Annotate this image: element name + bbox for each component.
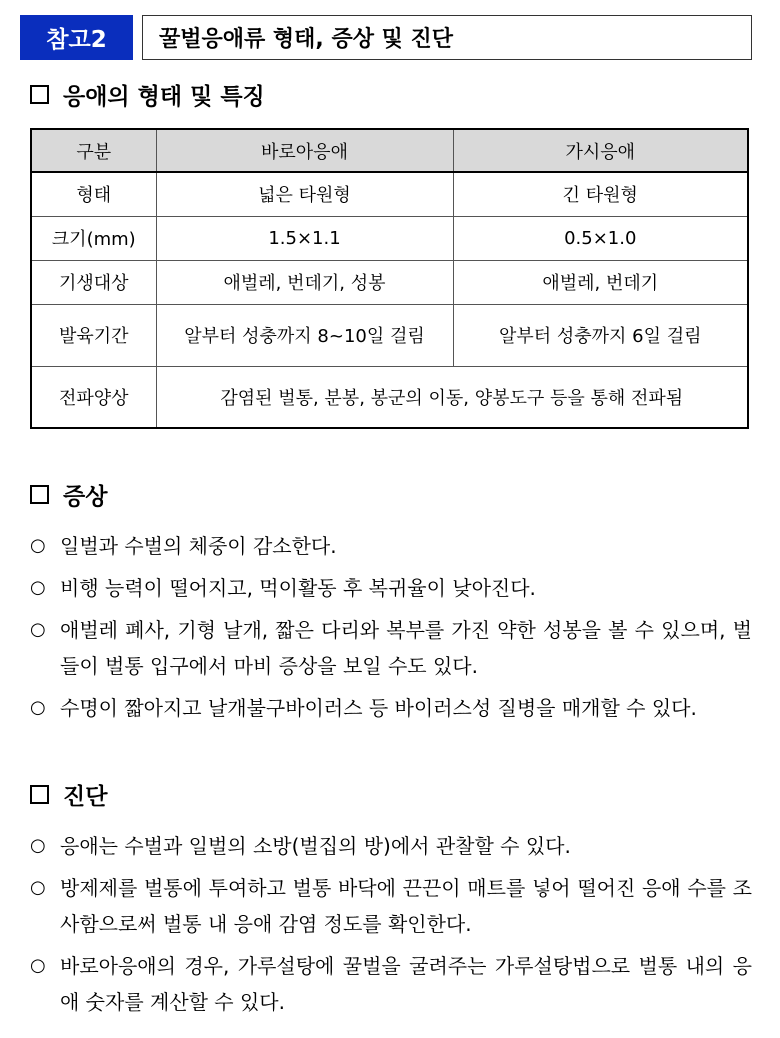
list-item	[30, 570, 752, 606]
row-label: 크기(mm)	[31, 216, 156, 260]
page-header	[20, 15, 752, 60]
table-header-row	[31, 129, 748, 172]
row-label: 발육기간	[31, 304, 156, 366]
table-cell: 애벌레, 번데기, 성봉	[156, 260, 453, 304]
table-cell: 1.5×1.1	[156, 216, 453, 260]
table-cell: 긴 타원형	[453, 172, 748, 216]
section-title: 응애의 형태 및 특징	[63, 84, 265, 110]
circle-bullet-icon: ○	[30, 697, 46, 718]
section-heading-symptoms	[30, 478, 107, 511]
table-cell: 감염된 벌통, 분봉, 봉군의 이동, 양봉도구 등을 통해 전파됨	[156, 366, 748, 428]
circle-bullet-icon: ○	[30, 535, 46, 556]
table-row	[31, 366, 748, 428]
list-item	[30, 948, 752, 1020]
list-item	[30, 690, 752, 726]
diagnosis-list	[30, 828, 752, 1026]
list-item-text: 바로아응애의 경우, 가루설탕에 꿀벌을 굴려주는 가루설탕법으로 벌통 내의 응애 숫자를 계산할 수 있다.	[60, 954, 752, 1014]
circle-bullet-icon: ○	[30, 835, 46, 856]
checkbox-square-icon	[30, 85, 49, 104]
list-item	[30, 870, 752, 942]
reference-badge: 참고2	[20, 15, 133, 60]
circle-bullet-icon: ○	[30, 619, 46, 640]
table-cell: 0.5×1.0	[453, 216, 748, 260]
checkbox-square-icon	[30, 485, 49, 504]
list-item	[30, 828, 752, 864]
list-item-text: 애벌레 폐사, 기형 날개, 짧은 다리와 복부를 가진 약한 성봉을 볼 수 있으며, 벌들이 벌통 입구에서 마비 증상을 보일 수도 있다.	[60, 618, 752, 678]
page-title: 꿀벌응애류 형태, 증상 및 진단	[142, 15, 752, 60]
table-cell: 애벌레, 번데기	[453, 260, 748, 304]
table-row	[31, 260, 748, 304]
checkbox-square-icon	[30, 785, 49, 804]
row-label: 기생대상	[31, 260, 156, 304]
table-cell: 넓은 타원형	[156, 172, 453, 216]
row-label: 형태	[31, 172, 156, 216]
section-title: 진단	[63, 784, 108, 810]
table-row	[31, 304, 748, 366]
table-header: 구분	[31, 129, 156, 172]
table-header: 바로아응애	[156, 129, 453, 172]
list-item-text: 방제제를 벌통에 투여하고 벌통 바닥에 끈끈이 매트를 넣어 떨어진 응애 수를 조사함으로써 벌통 내 응애 감염 정도를 확인한다.	[60, 876, 752, 936]
table-header: 가시응애	[453, 129, 748, 172]
table-cell: 알부터 성충까지 6일 걸림	[453, 304, 748, 366]
circle-bullet-icon: ○	[30, 955, 46, 976]
table-row	[31, 172, 748, 216]
list-item	[30, 528, 752, 564]
list-item-text: 일벌과 수벌의 체중이 감소한다.	[60, 534, 337, 558]
table-row	[31, 216, 748, 260]
list-item-text: 비행 능력이 떨어지고, 먹이활동 후 복귀율이 낮아진다.	[60, 576, 536, 600]
section-title: 증상	[63, 484, 108, 510]
symptoms-list	[30, 528, 752, 732]
table-cell: 알부터 성충까지 8~10일 걸림	[156, 304, 453, 366]
list-item	[30, 612, 752, 684]
section-heading-form	[30, 78, 265, 111]
circle-bullet-icon: ○	[30, 577, 46, 598]
list-item-text: 응애는 수벌과 일벌의 소방(벌집의 방)에서 관찰할 수 있다.	[60, 834, 571, 858]
section-heading-diagnosis	[30, 778, 107, 811]
circle-bullet-icon: ○	[30, 877, 46, 898]
list-item-text: 수명이 짧아지고 날개불구바이러스 등 바이러스성 질병을 매개할 수 있다.	[60, 696, 697, 720]
row-label: 전파양상	[31, 366, 156, 428]
mite-comparison-table	[30, 128, 749, 429]
